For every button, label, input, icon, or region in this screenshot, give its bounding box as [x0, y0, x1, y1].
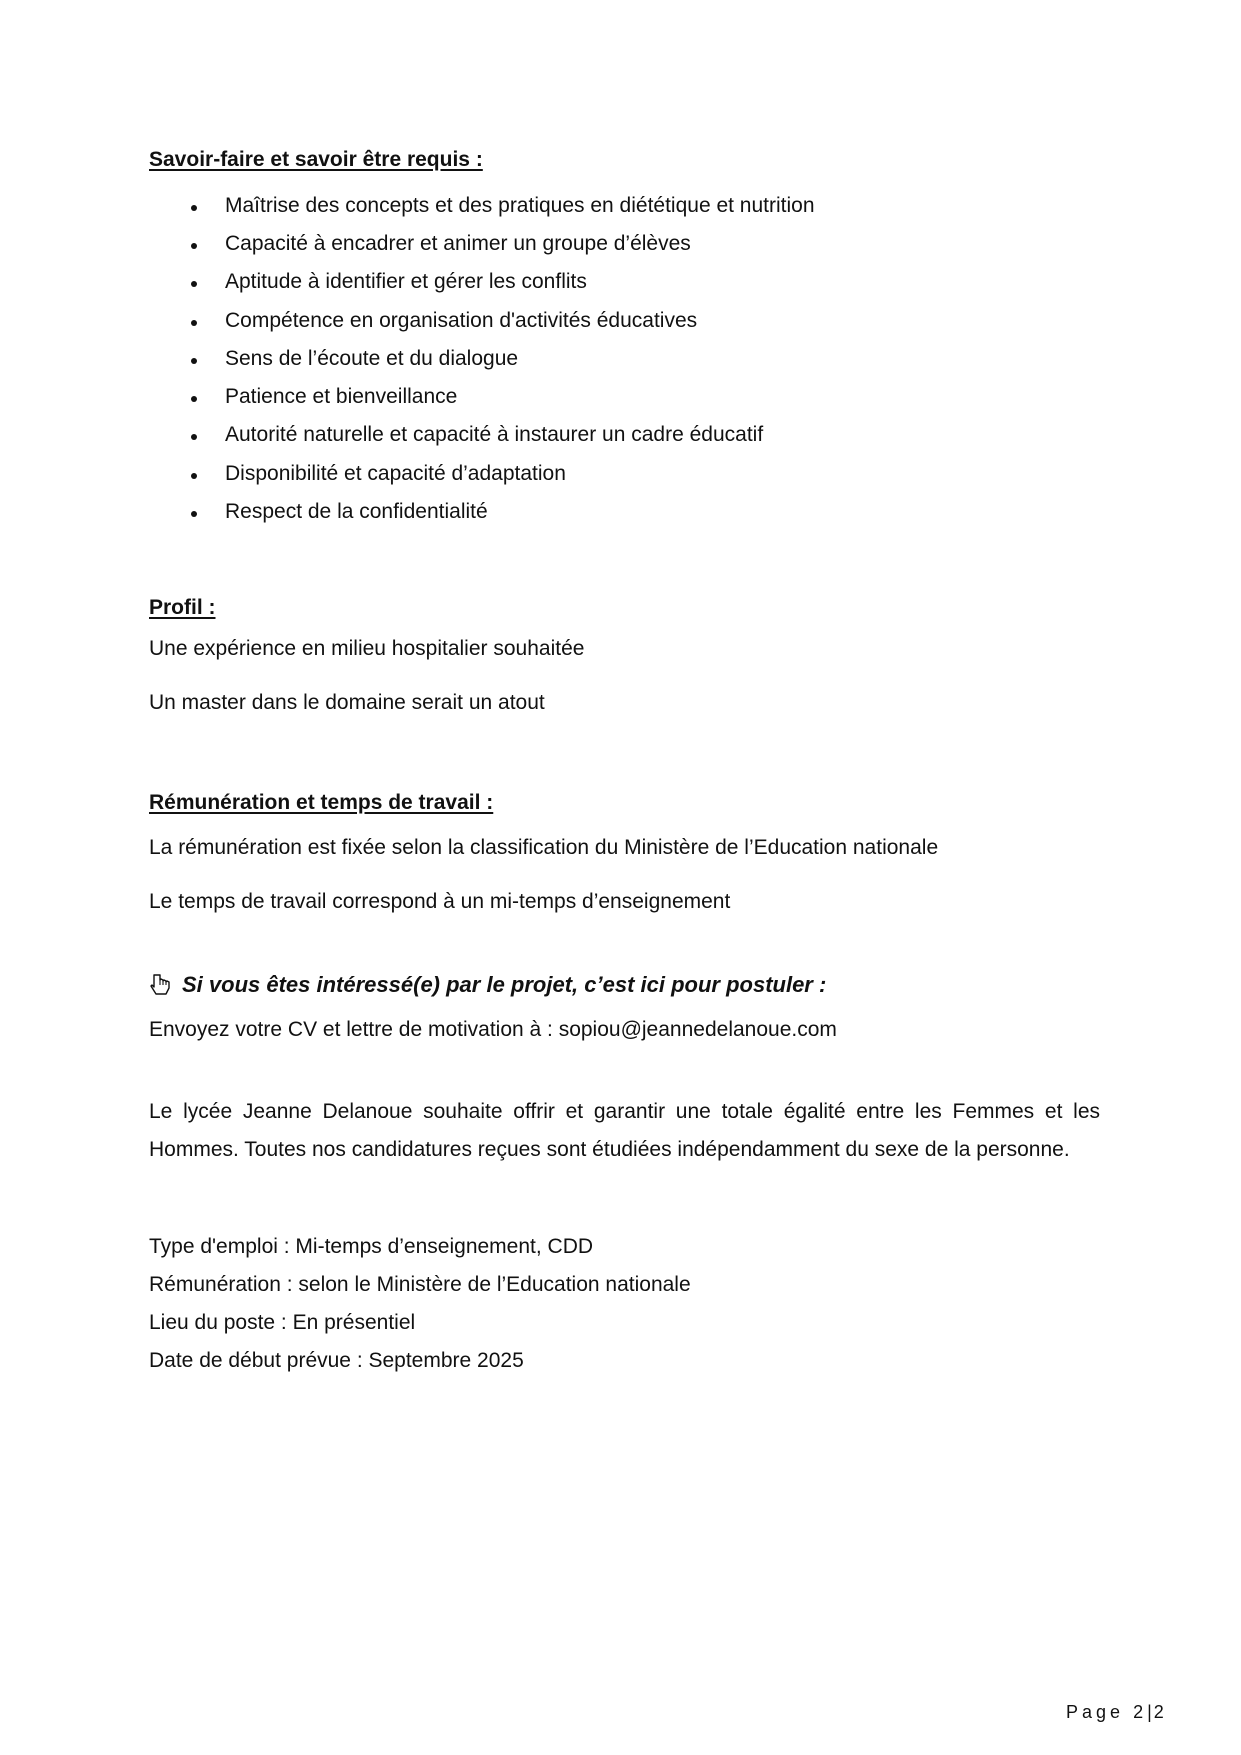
profile-heading: Profil :: [149, 596, 216, 619]
bullet-icon: [191, 473, 197, 479]
list-item-text: Compétence en organisation d'activités éducatives: [225, 309, 698, 332]
compensation-line: Le temps de travail correspond à un mi-temps d’enseignement: [149, 890, 731, 913]
profile-line: Une expérience en milieu hospitalier souhaitée: [149, 637, 585, 660]
equality-line: Hommes. Toutes nos candidatures reçues sont étudiées indépendamment du sexe de la personne.: [149, 1138, 1070, 1161]
summary-line: Lieu du poste : En présentiel: [149, 1311, 416, 1334]
profile-line: Un master dans le domaine serait un atout: [149, 691, 545, 714]
list-item-text: Capacité à encadrer et animer un groupe d’élèves: [225, 232, 691, 255]
list-item-text: Respect de la confidentialité: [225, 500, 488, 523]
page-number: Page 2| 2: [1066, 1702, 1168, 1722]
bullet-icon: [191, 358, 197, 364]
bullet-icon: [191, 281, 197, 287]
page-total: 2: [1153, 1702, 1168, 1722]
page-label: Page: [1066, 1702, 1125, 1722]
list-item-text: Disponibilité et capacité d’adaptation: [225, 462, 566, 485]
list-item-text: Patience et bienveillance: [225, 385, 458, 408]
summary-line: Date de début prévue : Septembre 2025: [149, 1349, 524, 1372]
skills-heading: Savoir-faire et savoir être requis :: [149, 148, 483, 171]
list-item-text: Maîtrise des concepts et des pratiques en diététique et nutrition: [225, 194, 815, 217]
apply-callout: Si vous êtes intéressé(e) par le projet, c’est ici pour postuler :: [182, 972, 827, 997]
apply-line: Envoyez votre CV et lettre de motivation à : sopiou@jeannedelanoue.com: [149, 1018, 837, 1041]
bullet-icon: [191, 205, 197, 211]
bullet-icon: [191, 320, 197, 326]
summary-line: Rémunération : selon le Ministère de l’Education nationale: [149, 1273, 691, 1296]
compensation-line: La rémunération est fixée selon la classification du Ministère de l’Education nationale: [149, 836, 939, 859]
pointing-hand-icon: [150, 972, 174, 998]
equality-line: Le lycée Jeanne Delanoue souhaite offrir et garantir une totale égalité entre les Femmes et les: [149, 1100, 1100, 1123]
bullet-icon: [191, 396, 197, 402]
equality-paragraph: [149, 1093, 1100, 1169]
bullet-icon: [191, 243, 197, 249]
bullet-icon: [191, 434, 197, 440]
summary-line: Type d'emploi : Mi-temps d’enseignement, CDD: [149, 1235, 594, 1258]
list-item-text: Sens de l’écoute et du dialogue: [225, 347, 519, 370]
list-item-text: Autorité naturelle et capacité à instaurer un cadre éducatif: [225, 423, 764, 446]
page-current: 2: [1133, 1702, 1148, 1722]
compensation-heading: Rémunération et temps de travail :: [149, 791, 494, 814]
bullet-icon: [191, 511, 197, 517]
list-item-text: Aptitude à identifier et gérer les conflits: [225, 270, 587, 293]
